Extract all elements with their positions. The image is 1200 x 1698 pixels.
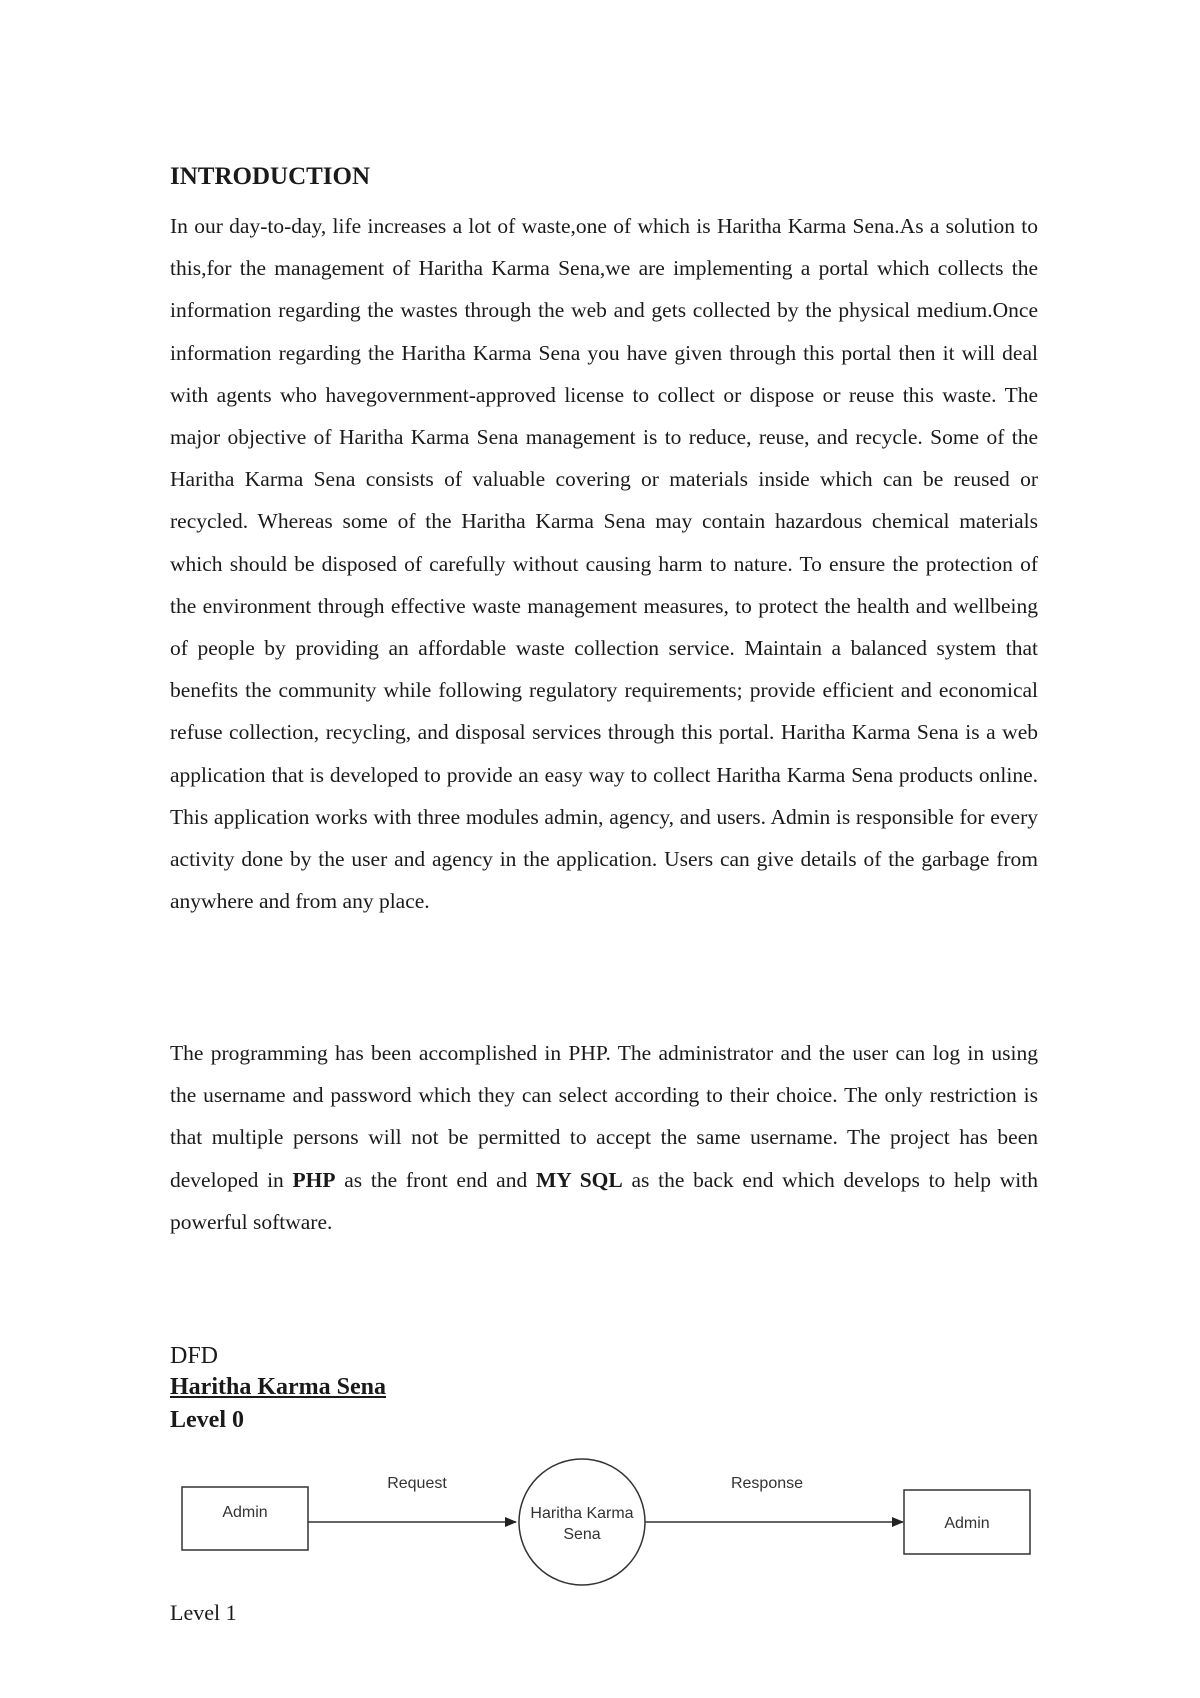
technology-paragraph bbox=[170, 1032, 1038, 1243]
request-label: Request bbox=[387, 1475, 447, 1492]
technology-mysql-bold: MY SQL bbox=[535, 1167, 623, 1192]
left-entity-label: Admin bbox=[222, 1504, 268, 1521]
technology-text-part1: The programming has been accomplished in PHP. The administrator and the user can log in using the username and password which they can select according to their choice. The only restriction is that multiple persons will not be permitted to accept the same username. The project has been developed in bbox=[170, 1041, 1038, 1192]
right-entity-label: Admin bbox=[944, 1515, 990, 1532]
dfd-system-name: Haritha Karma Sena bbox=[170, 1374, 386, 1400]
technology-text-part2: as the front end and bbox=[335, 1167, 536, 1192]
process-label-line1: Haritha Karma bbox=[530, 1505, 634, 1522]
introduction-heading: INTRODUCTION bbox=[170, 163, 371, 190]
technology-text-part3: as the back end which develops to help with powerful software. bbox=[170, 1167, 1039, 1234]
technology-php-bold: PHP bbox=[292, 1167, 336, 1192]
introduction-paragraph: In our day-to-day, life increases a lot of waste,one of which is Haritha Karma Sena.As a solution to this,for the management of Haritha Karma Sena,we are implementing a portal which collects the information regarding the wastes through the web and gets collected by the physical medium.Once information regarding the Haritha Karma Sena you have given through this portal then it will deal with agents who havegovernment-approved license to collect or dispose or reuse this waste. The major objective of Haritha Karma Sena management is to reduce, reuse, and recycle. Some of the Haritha Karma Sena consists of valuable covering or materials inside which can be reused or recycled. Whereas some of the Haritha Karma Sena may contain hazardous chemical materials which should be disposed of carefully without causing harm to nature. To ensure the protection of the environment through effective waste management measures, to protect the health and wellbeing of people by providing an affordable waste collection service. Maintain a balanced system that benefits the community while following regulatory requirements; provide efficient and economical refuse collection, recycling, and disposal services through this portal. Haritha Karma Sena is a web application that is developed to provide an easy way to collect Haritha Karma Sena products online. This application works with three modules admin, agency, and users. Admin is responsible for every activity done by the user and agency in the application. Users can give details of the garbage from anywhere and from any place. bbox=[170, 214, 1038, 914]
process-circle bbox=[519, 1459, 645, 1585]
dfd-level0-label: Level 0 bbox=[170, 1407, 244, 1433]
dfd-level1-label: Level 1 bbox=[170, 1600, 237, 1625]
process-label-line2: Sena bbox=[563, 1526, 601, 1543]
dfd-level0-diagram bbox=[0, 1440, 1200, 1600]
dfd-title: DFD bbox=[170, 1343, 219, 1369]
response-label: Response bbox=[730, 1475, 804, 1492]
